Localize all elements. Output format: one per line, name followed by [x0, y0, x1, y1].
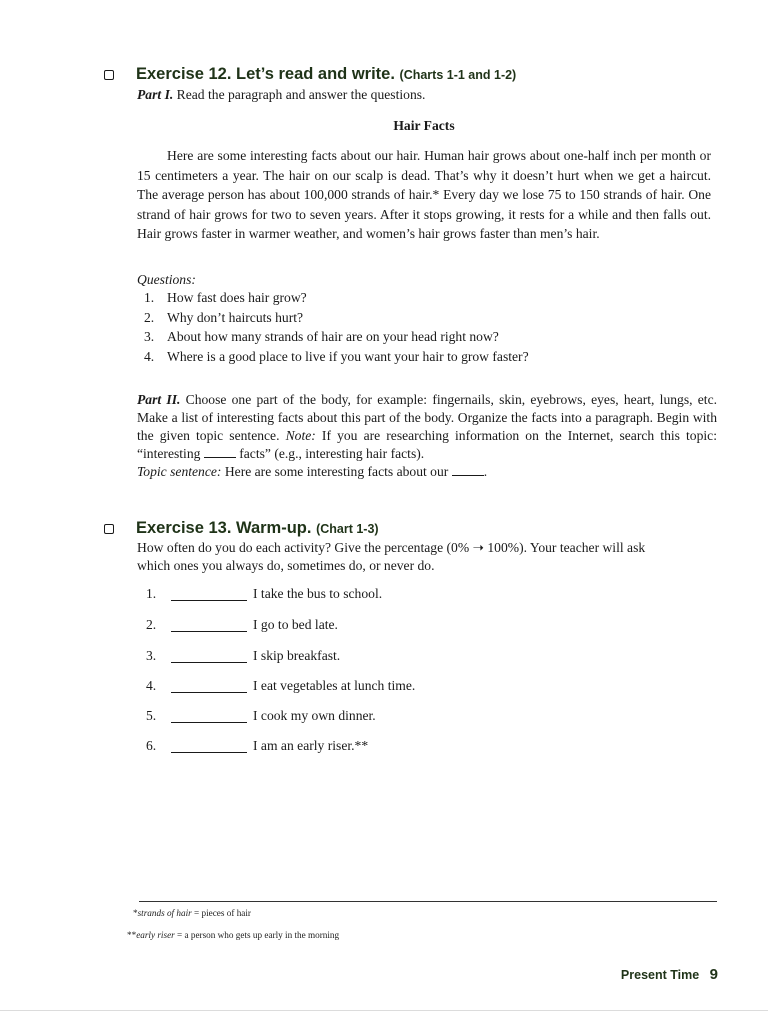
exercise-13-instructions-2: which ones you always do, sometimes do, or never do.: [137, 558, 435, 573]
question-number: 2.: [144, 309, 155, 325]
item-text: I go to bed late.: [253, 617, 338, 632]
exercise-12-title-text: Exercise 12. Let’s read and write.: [136, 65, 395, 83]
page-footer: [621, 966, 718, 984]
footnote-mark: *: [133, 908, 138, 918]
footnote-term: strands of hair: [137, 908, 192, 918]
answer-blank[interactable]: [171, 722, 247, 723]
question-text: About how many strands of hair are on your head right now?: [167, 329, 499, 344]
footnote-definition: = a person who gets up early in the morning: [174, 930, 340, 940]
topic-sentence-label: Topic sentence:: [137, 464, 222, 479]
exercise-13-checkbox[interactable]: [104, 524, 114, 534]
question-text: Where is a good place to live if you want your hair to grow faster?: [167, 348, 529, 364]
item-number: 5.: [146, 708, 157, 723]
page-bottom-edge: [0, 1010, 768, 1011]
exercise-12-checkbox[interactable]: [104, 70, 114, 80]
answer-blank[interactable]: [171, 600, 247, 601]
footnote-divider: [139, 901, 717, 902]
note-label: Note:: [285, 428, 316, 443]
reading-paragraph: Here are some interesting facts about our hair. Human hair grows about one-half inch per month or 15 centimeters a year. The hair on our scalp is dead. That’s why it doesn’t hurt when we get a haircut. The average person has about 100,000 strands of hair.* Every day we lose 75 to 150 strands of hair. One strand of hair grows for two to seven years. After it stops growing, it rests for a while and then falls out. Hair grows faster in warmer weather, and women’s hair grows faster than men’s hair.: [137, 148, 711, 241]
exercise-13-title: [136, 519, 379, 538]
footnote-definition: = pieces of hair: [191, 908, 251, 918]
page-number: 9: [709, 966, 718, 983]
list-item: [144, 308, 529, 328]
question-text: Why don’t haircuts hurt?: [167, 309, 304, 325]
questions-list: [144, 288, 529, 366]
answer-blank[interactable]: [171, 752, 247, 753]
list-item: [144, 288, 529, 308]
item-number: 1.: [146, 586, 157, 601]
footnote: [127, 930, 339, 940]
part-2-text-a: Choose one part of the body, for example: fingernails, skin, eyebrows, eyes, heart, lungs, etc. Make a list of interesting facts about this part of the body. Organize the facts into a paragraph. Begin with the given topic sentence.: [137, 392, 717, 443]
part-2-label: Part II.: [137, 392, 181, 407]
questions-label: Questions:: [137, 272, 196, 287]
footnote-term: early riser: [136, 930, 175, 940]
item-number: 2.: [146, 617, 157, 632]
exercise-13-instructions-1: How often do you do each activity? Give the percentage (0% ➝ 100%). Your teacher will ask: [137, 540, 646, 555]
exercise-13-chart-ref: (Chart 1-3): [316, 522, 379, 536]
question-number: 4.: [144, 348, 155, 364]
footnote-mark: **: [127, 930, 137, 940]
reading-title: Hair Facts: [393, 118, 455, 133]
topic-sentence-text: Here are some interesting facts about our: [224, 464, 449, 479]
topic-sentence: [137, 462, 487, 482]
item-number: 3.: [146, 648, 157, 663]
item-text: I am an early riser.**: [253, 738, 369, 753]
answer-blank[interactable]: [171, 692, 247, 693]
item-number: 4.: [146, 678, 157, 693]
item-text: I take the bus to school.: [253, 586, 383, 601]
question-text: How fast does hair grow?: [167, 290, 307, 305]
part-2-text-c: facts” (e.g., interesting hair facts).: [239, 446, 425, 461]
list-item: [144, 347, 529, 367]
item-text: I cook my own dinner.: [253, 708, 376, 723]
exercise-12-title: [136, 65, 516, 84]
part-2-block: [137, 391, 717, 463]
search-term-blank[interactable]: [204, 446, 236, 458]
part-2-text-b: If you are researching information on the Internet, search this topic: “interesting: [137, 428, 717, 461]
item-text: I skip breakfast.: [253, 648, 341, 663]
question-number: 1.: [144, 290, 155, 305]
answer-blank[interactable]: [171, 662, 247, 663]
exercise-13-title-text: Exercise 13. Warm-up.: [136, 519, 312, 537]
item-number: 6.: [146, 738, 157, 753]
footer-section: Present Time: [620, 968, 700, 982]
exercise-12-chart-ref: (Charts 1-1 and 1-2): [399, 68, 517, 82]
topic-blank[interactable]: [452, 464, 484, 476]
part-1-label: Part I.: [137, 87, 174, 102]
item-text: I eat vegetables at lunch time.: [253, 678, 416, 693]
part-1-instructions: [137, 85, 425, 105]
question-number: 3.: [144, 329, 155, 344]
answer-blank[interactable]: [171, 631, 247, 632]
list-item: [144, 327, 529, 347]
part-1-instructions-text: Read the paragraph and answer the questions.: [176, 87, 426, 102]
topic-sentence-end: .: [483, 464, 488, 479]
footnote: [133, 908, 251, 918]
